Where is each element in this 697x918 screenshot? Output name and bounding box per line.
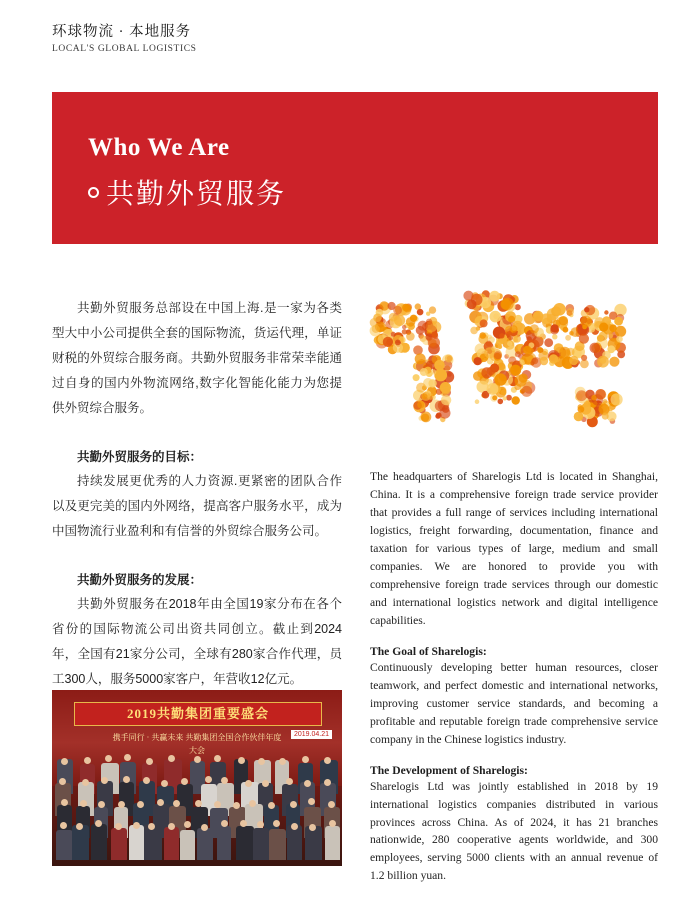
banner-title-cn-wrap xyxy=(88,172,286,212)
cn-development-paragraph: 共勤外贸服务在2018年由全国19家分布在各个省份的国际物流公司出资共同创立。截止到2024年，全国有21家分公司，全球有280家合作代理，员工300人，服务5000家客户，年营收12亿元。 xyxy=(52,597,342,686)
right-text-column xyxy=(370,468,658,885)
document-header xyxy=(52,22,452,54)
banner-title-cn: 共勤外贸服务 xyxy=(106,179,287,210)
header-title-en: LOCAL'S GLOBAL LOGISTICS xyxy=(52,44,197,55)
photo-sub-text: 携手同行 · 共赢未来 共勤集团全国合作伙伴年度大会 xyxy=(112,733,282,755)
cn-development-heading: 共勤外贸服务的发展： xyxy=(77,573,203,587)
cn-goal-heading: 共勤外贸服务的目标： xyxy=(77,450,203,464)
cn-intro-paragraph: 共勤外贸服务总部设在中国上海.是一家为各类型大中小公司提供全套的国际物流，货运代理，单证财税的外贸综合服务商。共勤外贸服务非常荣幸能通过自身的国内外物流网络,数字化智能化能力为您提供外贸综合服务。 xyxy=(52,301,342,415)
en-goal-heading: The Goal of Sharelogis: xyxy=(370,644,487,658)
header-title-cn: 环球物流 · 本地服务 xyxy=(52,24,192,40)
circle-bullet-icon xyxy=(88,187,99,198)
banner-title-en: Who We Are xyxy=(88,134,230,161)
en-development-heading: The Development of Sharelogis: xyxy=(370,763,528,777)
photo-banner-text: 2019共勤集团重要盛会 xyxy=(74,702,322,726)
left-text-column xyxy=(52,296,342,692)
photo-date-badge: 2019.04.21 xyxy=(291,730,332,739)
cn-goal-paragraph: 持续发展更优秀的人力资源.更紧密的团队合作以及更完美的国内外网络，提高客户服务水平，成为中国物流行业盈利和有信誉的外贸综合服务公司。 xyxy=(52,474,342,538)
section-banner xyxy=(52,92,658,244)
world-map-svg xyxy=(366,288,662,456)
group-photo xyxy=(52,690,342,866)
en-development-paragraph: Sharelogis Ltd was jointly established in 2018 by 19 international logistics companies distributed in various provinces across China. As of 2024, it has 21 branches nationwide, 280 cooperative agents worldwide, and 300 employees, serving 5000 clients with an annual revenue of 1.2 billion yuan. xyxy=(370,779,658,883)
world-map-graphic xyxy=(366,288,662,456)
en-intro-paragraph: The headquarters of Sharelogis Ltd is located in Shanghai, China. It is a comprehensive foreign trade service provider that provides a full range of services including international logistics, freight forwarding, documentation, finance and taxation for various types of large, medium and small companies. We are honored to provide you with comprehensive foreign trade services through our domestic and international logistics network and digital intelligence capabilities. xyxy=(370,470,658,627)
en-goal-paragraph: Continuously developing better human resources, closer teamwork, and perfect domestic and international networks, improving customer service standards, and becoming a profitable and reputable foreign trade comprehensive service company in the Chinese logistics industry. xyxy=(370,660,658,746)
photo-crowd xyxy=(52,756,342,866)
